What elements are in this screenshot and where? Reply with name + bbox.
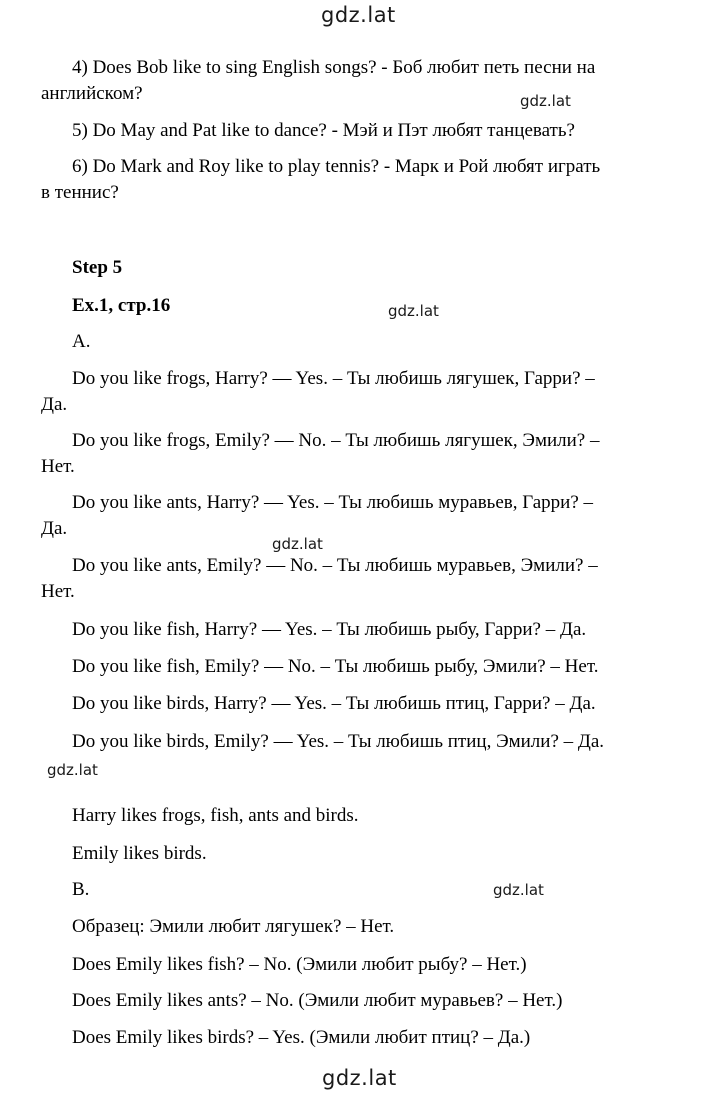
watermark: gdz.lat <box>388 302 439 320</box>
watermark: gdz.lat <box>493 881 544 899</box>
watermark: gdz.lat <box>272 535 323 553</box>
answer-line: Does Emily likes ants? – No. (Эмили любит муравьев? – Нет.) <box>72 990 563 1011</box>
dialog-line: Да. <box>41 394 68 415</box>
dialog-line: Да. <box>41 518 68 539</box>
question-5: 5) Do May and Pat like to dance? - Мэй и Пэт любят танцевать? <box>72 120 575 141</box>
answer-line: Does Emily likes birds? – Yes. (Эмили любит птиц? – Да.) <box>72 1027 531 1048</box>
answer-line: Does Emily likes fish? – No. (Эмили любит рыбу? – Нет.) <box>72 954 527 975</box>
dialog-line: Do you like birds, Emily? — Yes. – Ты любишь птиц, Эмили? – Да. <box>72 731 605 752</box>
summary-harry: Harry likes frogs, fish, ants and birds. <box>72 805 359 826</box>
question-4-line-2: английском? <box>41 83 143 104</box>
sample-line: Образец: Эмили любит лягушек? – Нет. <box>72 916 395 937</box>
question-4-line-1: 4) Does Bob like to sing English songs? - Боб любит петь песни на <box>72 57 596 78</box>
watermark-top: gdz.lat <box>321 3 396 27</box>
part-b-label: B. <box>72 879 90 900</box>
watermark-bottom: gdz.lat <box>322 1066 397 1090</box>
dialog-line: Do you like ants, Emily? — No. – Ты любишь муравьев, Эмили? – <box>72 555 598 576</box>
dialog-line: Do you like fish, Harry? — Yes. – Ты любишь рыбу, Гарри? – Да. <box>72 619 587 640</box>
summary-emily: Emily likes birds. <box>72 843 207 864</box>
dialog-line: Нет. <box>41 456 75 477</box>
dialog-line: Do you like frogs, Harry? — Yes. – Ты любишь лягушек, Гарри? – <box>72 368 595 389</box>
watermark: gdz.lat <box>520 92 571 110</box>
step-title: Step 5 <box>72 257 123 278</box>
question-6-line-1: 6) Do Mark and Roy like to play tennis? - Марк и Рой любят играть <box>72 156 601 177</box>
dialog-line: Do you like ants, Harry? — Yes. – Ты любишь муравьев, Гарри? – <box>72 492 594 513</box>
part-a-label: A. <box>72 331 91 352</box>
watermark: gdz.lat <box>47 761 98 779</box>
dialog-line: Do you like fish, Emily? — No. – Ты любишь рыбу, Эмили? – Нет. <box>72 656 599 677</box>
dialog-line: Do you like birds, Harry? — Yes. – Ты любишь птиц, Гарри? – Да. <box>72 693 596 714</box>
question-6-line-2: в теннис? <box>41 182 119 203</box>
exercise-title: Ex.1, стр.16 <box>72 295 171 316</box>
dialog-line: Do you like frogs, Emily? — No. – Ты любишь лягушек, Эмили? – <box>72 430 600 451</box>
dialog-line: Нет. <box>41 581 75 602</box>
